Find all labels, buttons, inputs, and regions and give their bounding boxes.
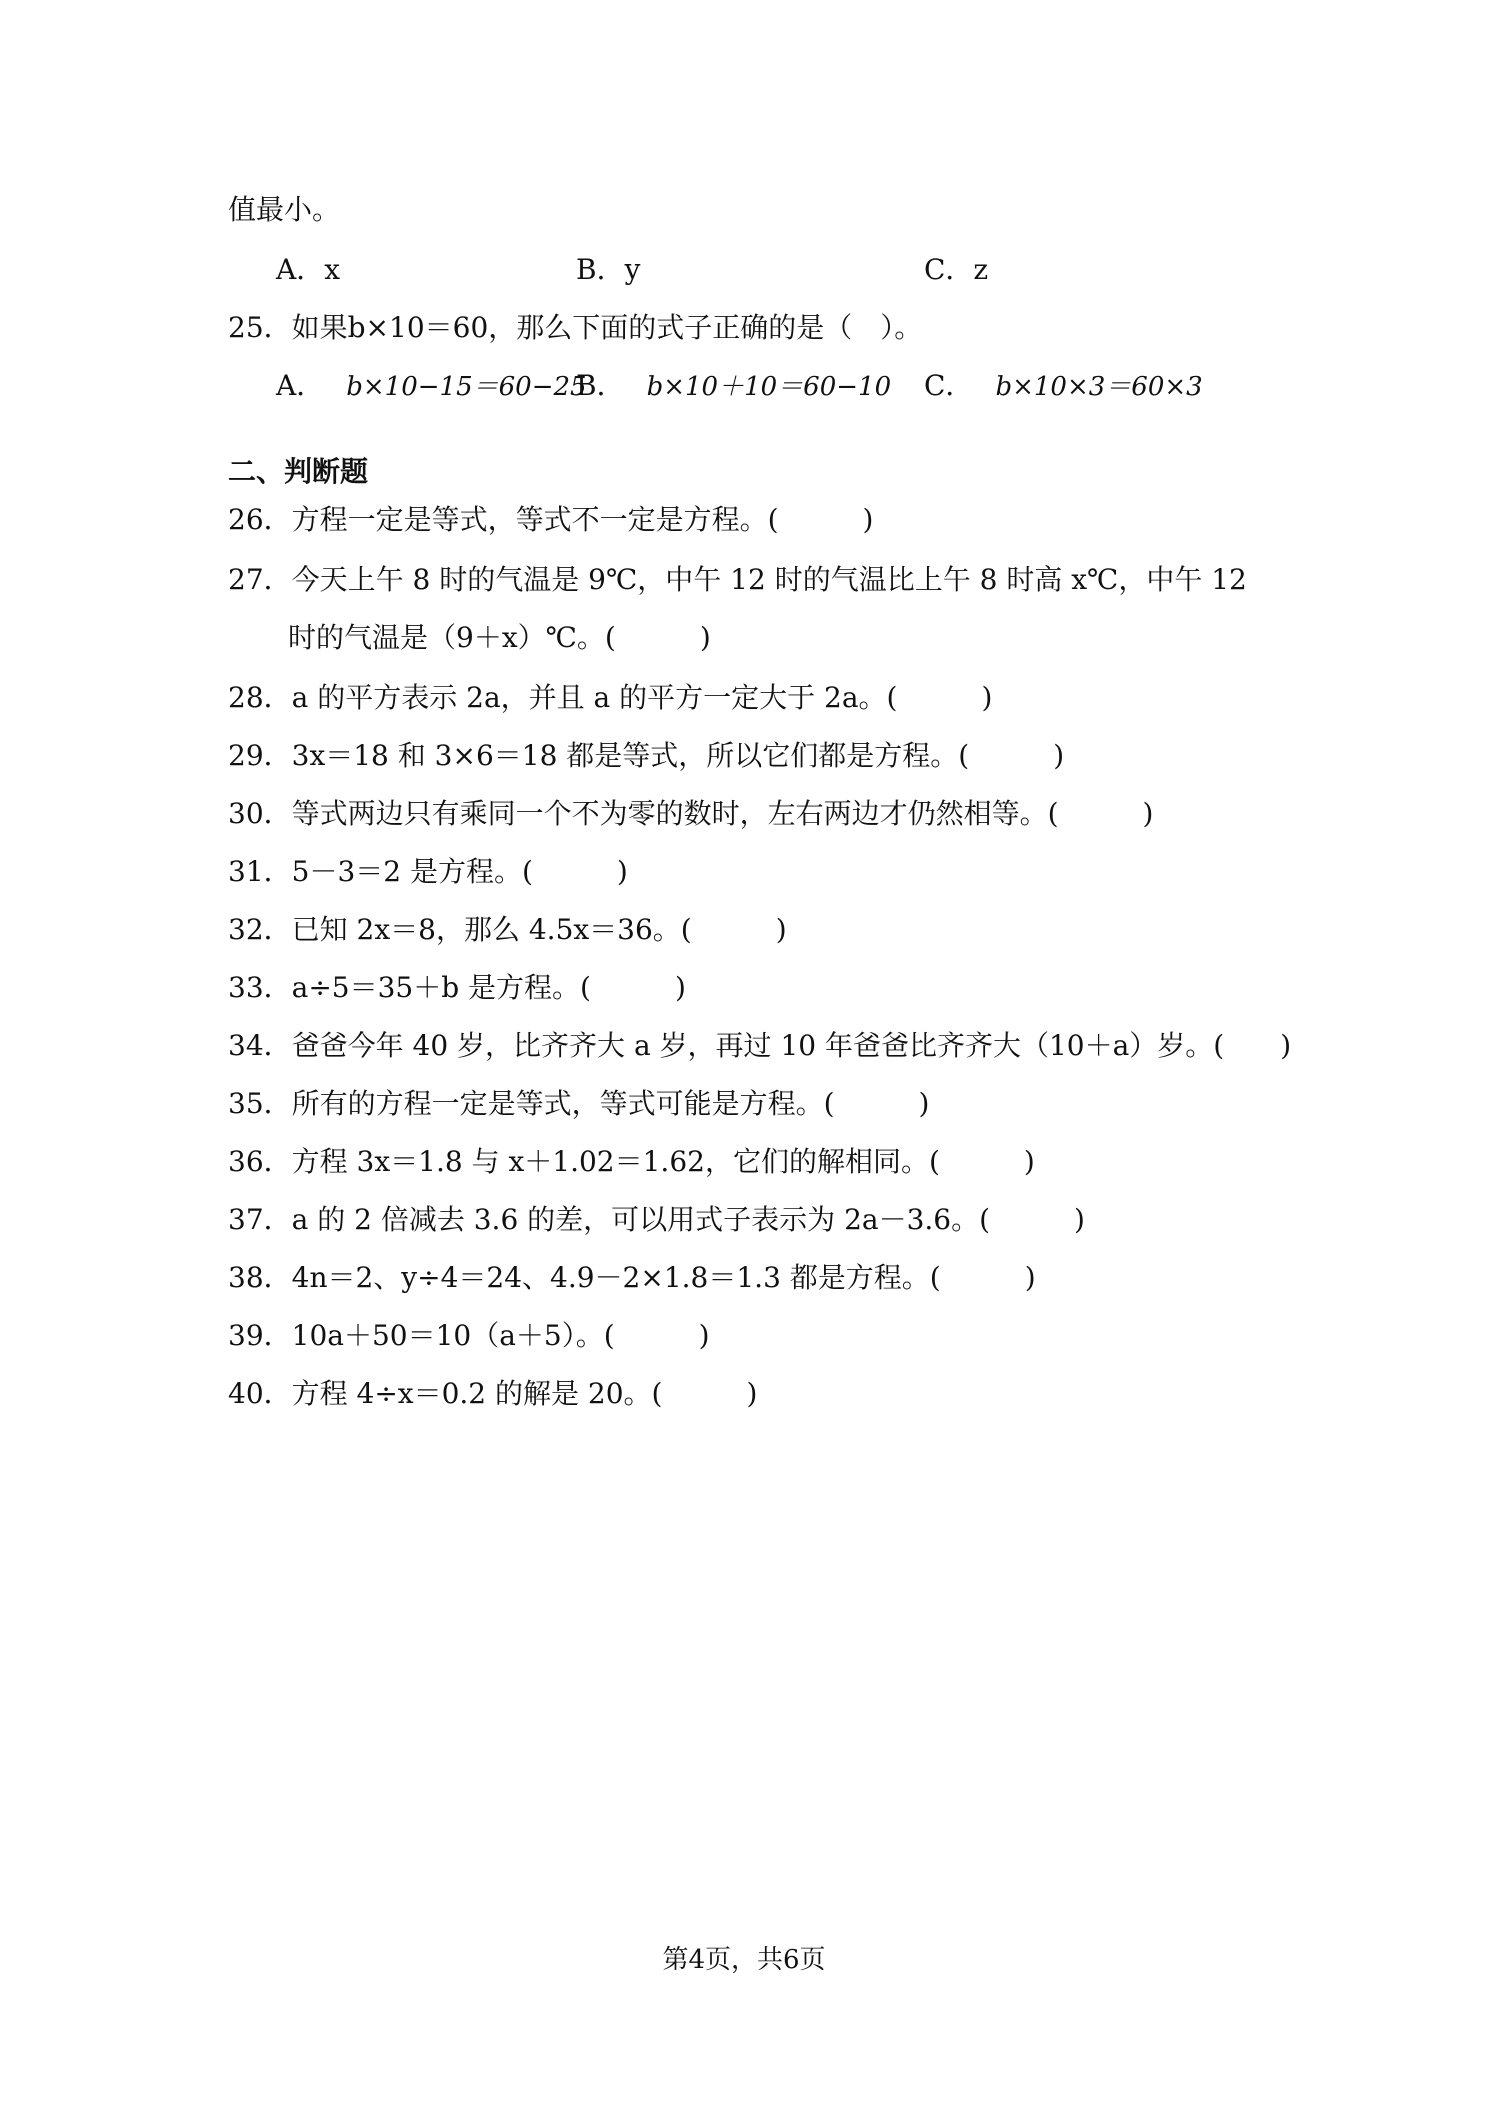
question-27-line1: 27．今天上午 8 时的气温是 9℃，中午 12 时的气温比上午 8 时高 x℃，中午 12: [228, 563, 1247, 596]
question-25-stem: 25．如果b×10＝60，那么下面的式子正确的是（ ）。: [228, 311, 923, 344]
question-38: 38．4n＝2、y÷4＝24、4.9－2×1.8＝1.3 都是方程。( ): [228, 1261, 1036, 1294]
question-40: 40．方程 4÷x＝0.2 的解是 20。( ): [228, 1377, 758, 1410]
q25-option-c-expr: b×10×3＝60×3: [995, 372, 1203, 402]
q25-option-c: [924, 366, 1203, 407]
q25-option-a-expr: b×10−15＝60−25: [346, 372, 587, 402]
section-2-heading: 二、判断题: [228, 455, 369, 488]
question-39: 39．10a＋50＝10（a＋5）。( ): [228, 1319, 710, 1352]
question-32: 32．已知 2x＝8，那么 4.5x＝36。( ): [228, 913, 787, 946]
page-footer: 第4页，共6页: [662, 1945, 826, 1975]
question-37: 37．a 的 2 倍减去 3.6 的差，可以用式子表示为 2a－3.6。( ): [228, 1203, 1085, 1236]
question-36: 36．方程 3x＝1.8 与 x＋1.02＝1.62，它们的解相同。( ): [228, 1145, 1035, 1178]
question-27-line2: 时的气温是（9＋x）℃。( ): [288, 621, 711, 654]
question-35: 35．所有的方程一定是等式，等式可能是方程。( ): [228, 1087, 930, 1120]
q25-option-b-expr: b×10＋10＝60−10: [646, 372, 892, 402]
option-b: B．y: [576, 253, 641, 286]
fragment-text: 值最小。: [228, 193, 341, 226]
question-34: 34．爸爸今年 40 岁，比齐齐大 a 岁，再过 10 年爸爸比齐齐大（10＋a）岁。( ): [228, 1029, 1292, 1062]
question-26: 26．方程一定是等式，等式不一定是方程。( ): [228, 503, 874, 536]
q25-option-a: [276, 366, 587, 407]
question-31: 31．5－3＝2 是方程。( ): [228, 855, 628, 888]
question-29: 29．3x＝18 和 3×6＝18 都是等式，所以它们都是方程。( ): [228, 739, 1065, 772]
option-c: C．z: [924, 253, 989, 286]
q25-option-b-label: B．: [576, 369, 625, 402]
q25-option-a-label: A．: [276, 369, 325, 402]
question-30: 30．等式两边只有乘同一个不为零的数时，左右两边才仍然相等。( ): [228, 797, 1154, 830]
q25-option-c-label: C．: [924, 369, 974, 402]
question-28: 28．a 的平方表示 2a，并且 a 的平方一定大于 2a。( ): [228, 681, 993, 714]
q25-option-b: [576, 366, 891, 407]
question-33: 33．a÷5＝35＋b 是方程。( ): [228, 971, 686, 1004]
option-a: A．x: [276, 253, 341, 286]
